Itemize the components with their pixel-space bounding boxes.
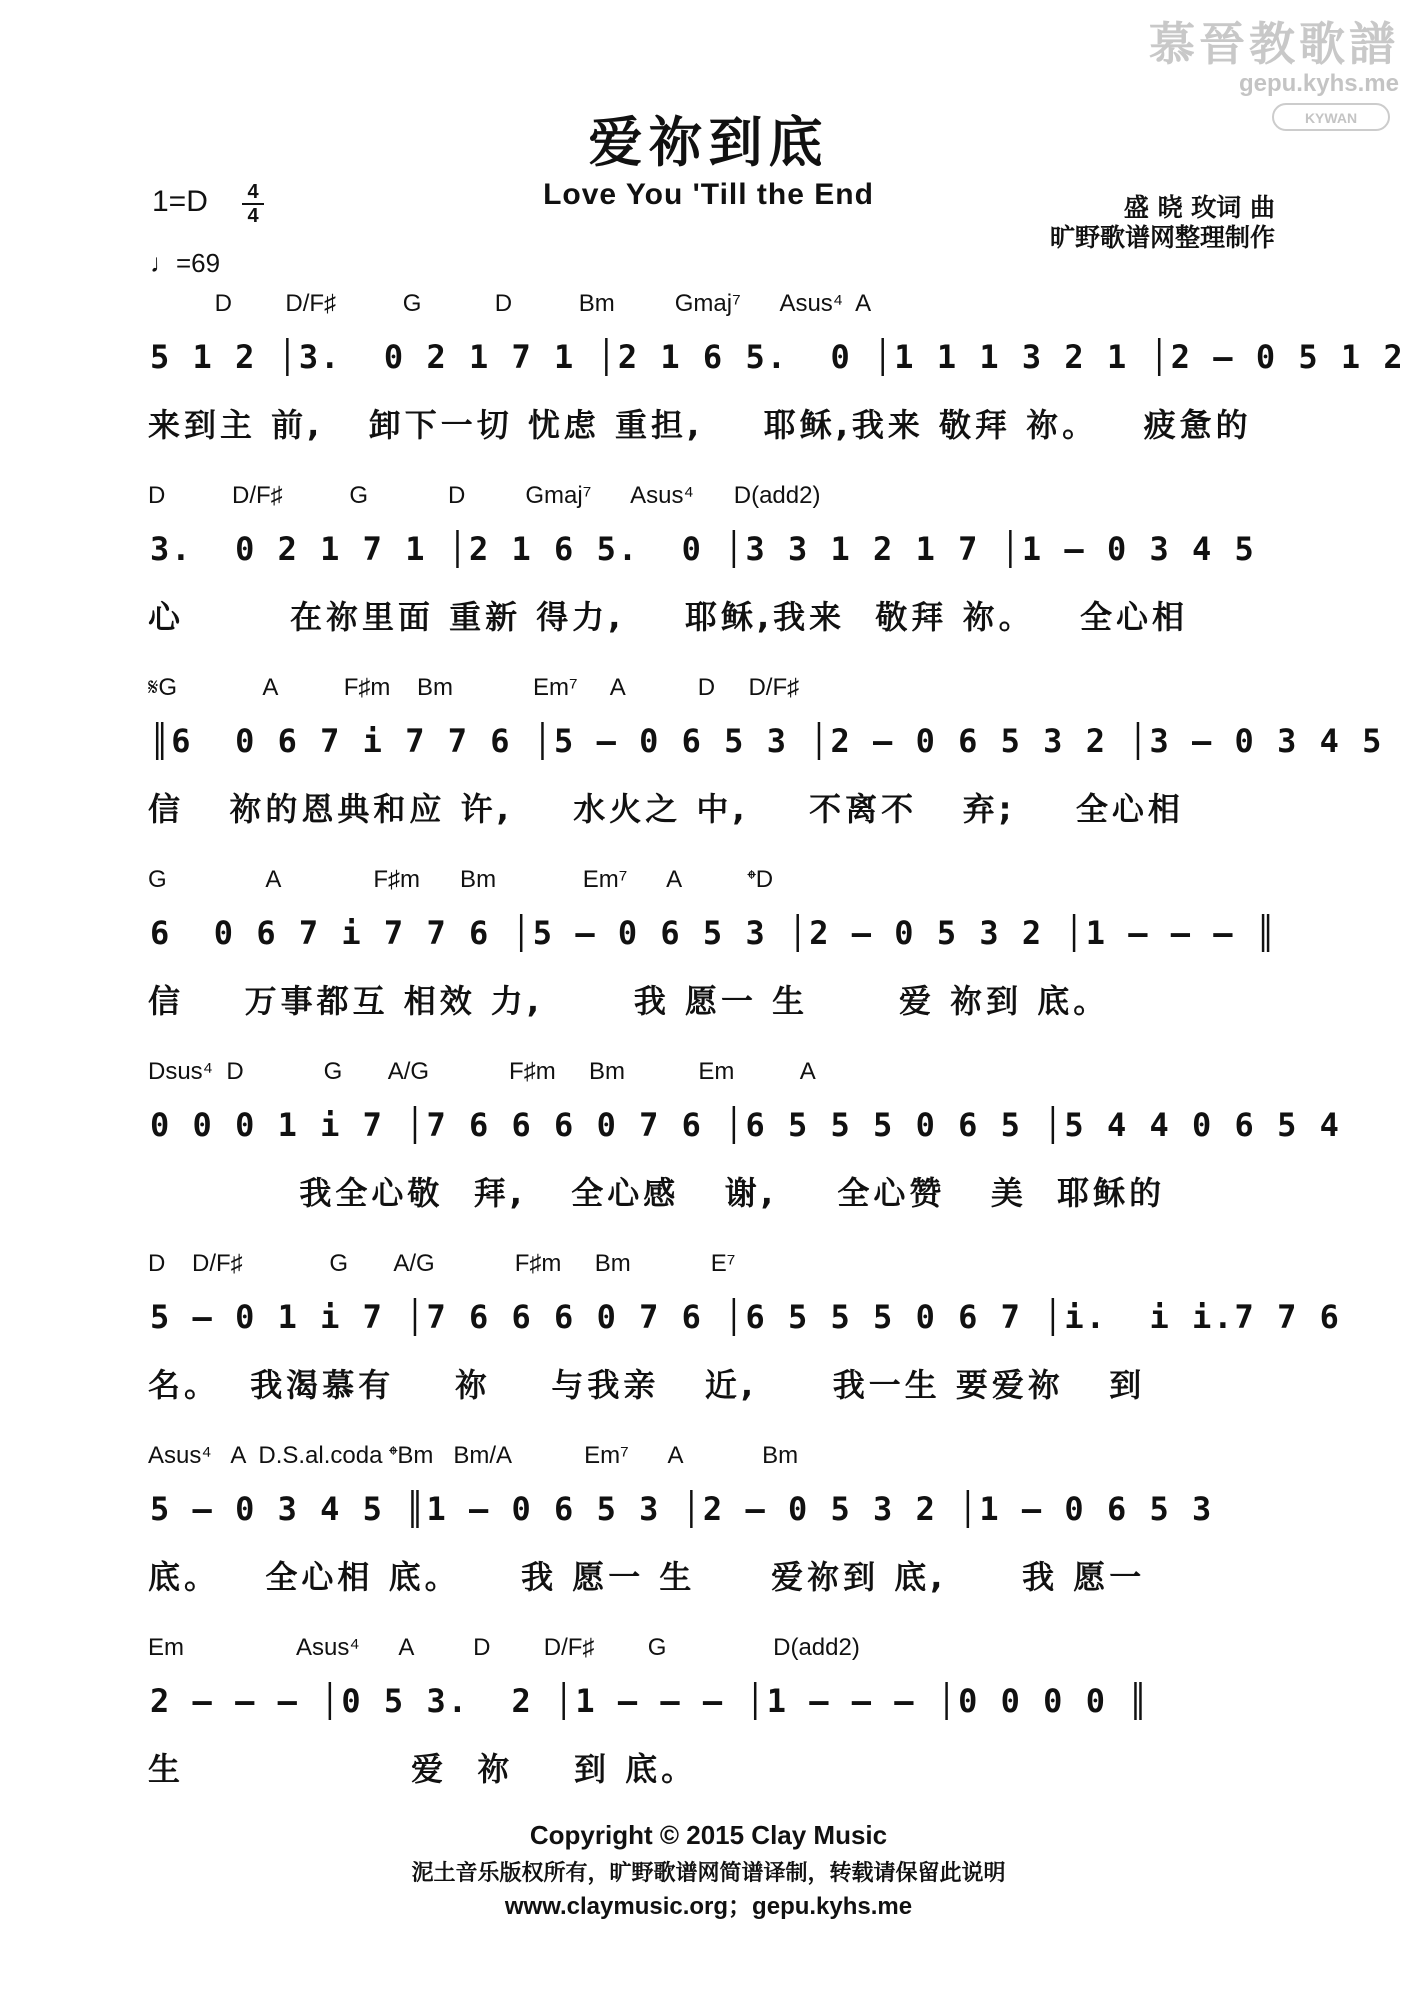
notation-line: 5 – 0 1 i 7 │7 6 6 6 0 7 6 │6 5 5 5 0 6 7 │i. i i.7 7 6 [150, 1298, 1341, 1336]
chord-line: Dsus⁴ D G A/G F♯m Bm Em A [148, 1058, 816, 1085]
lyric-line: 信 万事都互 相效 力, 我 愿一 生 爱 祢到 底。 [148, 982, 1110, 1020]
watermark-url: gepu.kyhs.me [1238, 70, 1399, 97]
score-system-4 [0, 866, 1417, 1046]
source-links: www.claymusic.org；gepu.kyhs.me [504, 1893, 913, 1920]
score-system-3 [0, 674, 1417, 854]
lyric-line: 来到主 前, 卸下一切 忧虑 重担, 耶稣,我来 敬拜 祢。 疲惫的 [148, 406, 1252, 444]
watermark-logo-text: KYWAN [1304, 110, 1358, 126]
notation-line: 5 – 0 3 4 5 ║1 – 0 6 5 3 │2 – 0 5 3 2 │1 – 0 6 5 3 [150, 1490, 1214, 1528]
chord-line: 𝄋G A F♯m Bm Em⁷ A D D/F♯ [148, 674, 800, 701]
score-system-7 [0, 1442, 1417, 1622]
copyright-notice: 泥土音乐版权所有，旷野歌谱网简谱译制，转载请保留此说明 [411, 1861, 1006, 1886]
watermark-text: 慕晉教歌譜 [1149, 17, 1399, 71]
notation-line: 6 0 6 7 i 7 7 6 │5 – 0 6 5 3 │2 – 0 5 3 2 │1 – – – ║ [150, 914, 1278, 952]
lyric-line: 名。 我渴慕有 祢 与我亲 近, 我一生 要爱祢 到 [148, 1366, 1146, 1404]
composer-credit: 盛 晓 玫词 曲 [1123, 193, 1275, 222]
chord-line: G A F♯m Bm Em⁷ A 𝄌D [148, 866, 774, 893]
chord-line: D D/F♯ G D Bm Gmaj⁷ Asus⁴ A [148, 290, 872, 317]
lyric-line: 心 在祢里面 重新 得力, 耶稣,我来 敬拜 祢。 全心相 [148, 598, 1188, 636]
arranger-credit: 旷野歌谱网整理制作 [1049, 223, 1275, 252]
chord-line: D D/F♯ G A/G F♯m Bm E⁷ [148, 1250, 736, 1277]
notation-line: 0 0 0 1 i 7 │7 6 6 6 0 7 6 │6 5 5 5 0 6 5 │5 4 4 0 6 5 4 [150, 1106, 1341, 1144]
lyric-line: 我全心敬 拜, 全心感 谢, 全心赞 美 耶稣的 [148, 1174, 1166, 1212]
time-signature-top: 4 [247, 181, 259, 203]
lyric-line: 生 爱 祢 到 底。 [148, 1750, 698, 1788]
time-signature-bottom: 4 [242, 203, 264, 227]
song-title: 爱祢到底 [588, 111, 829, 174]
score-system-2 [0, 482, 1417, 662]
notation-line: 3. 0 2 1 7 1 │2 1 6 5. 0 │3 3 1 2 1 7 │1 – 0 3 4 5 [150, 530, 1256, 568]
key-signature: 1=D [152, 185, 208, 218]
notation-line: 5 1 2 │3. 0 2 1 7 1 │2 1 6 5. 0 │1 1 1 3 2 1 │2 – 0 5 1 2 [150, 338, 1405, 376]
chord-line: Asus⁴ A D.S.al.coda 𝄌Bm Bm/A Em⁷ A Bm [148, 1442, 799, 1469]
chord-line: D D/F♯ G D Gmaj⁷ Asus⁴ D(add2) [148, 482, 821, 509]
chord-line: Em Asus⁴ A D D/F♯ G D(add2) [148, 1634, 860, 1661]
tempo-marking: ♩=69 [150, 248, 221, 278]
notation-line: 2 – – – │0 5 3. 2 │1 – – – │1 – – – │0 0 0 0 ║ [150, 1682, 1150, 1720]
score-system-5 [0, 1058, 1417, 1238]
lyric-line: 底。 全心相 底。 我 愿一 生 爱祢到 底, 我 愿一 [148, 1558, 1146, 1596]
lyric-line: 信 祢的恩典和应 许, 水火之 中, 不离不 弃; 全心相 [148, 790, 1184, 828]
time-signature [242, 181, 264, 227]
song-subtitle: Love You 'Till the End [543, 178, 874, 211]
score-system-1 [0, 290, 1417, 470]
watermark [1089, 8, 1399, 126]
score-system-6 [0, 1250, 1417, 1430]
score-system-8 [0, 1634, 1417, 1814]
copyright: Copyright © 2015 Clay Music [529, 1820, 888, 1850]
notation-line: ║6 0 6 7 i 7 7 6 │5 – 0 6 5 3 │2 – 0 6 5 3 2 │3 – 0 3 4 5 [150, 722, 1384, 760]
